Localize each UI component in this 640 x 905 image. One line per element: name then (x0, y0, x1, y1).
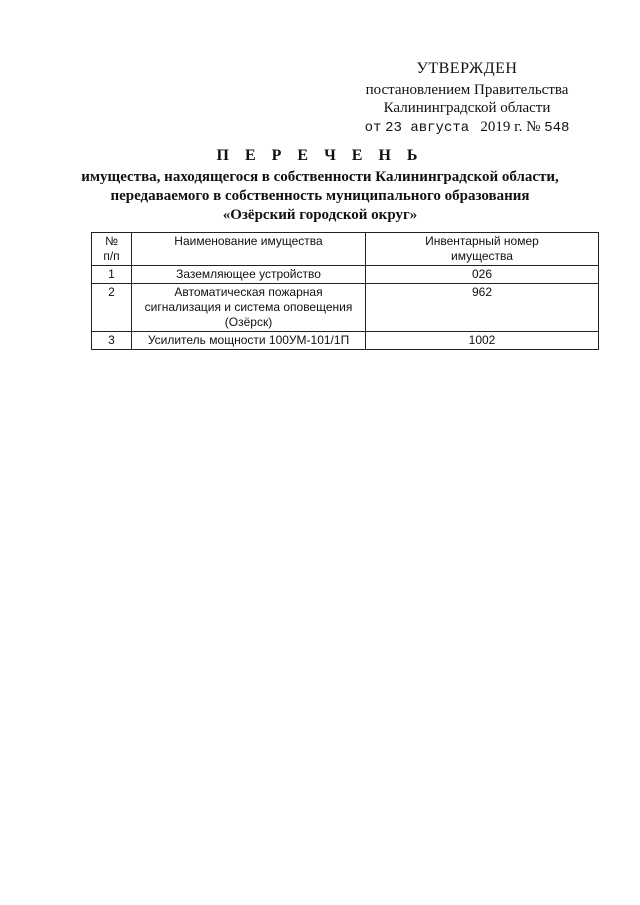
approval-line-1: постановлением Правительства (365, 82, 569, 98)
row-name: Автоматическая пожарная сигнализация и система оповещения (Озёрск) (132, 284, 366, 332)
approval-title: УТВЕРЖДЕН (416, 60, 518, 77)
header-name: Наименование имущества (132, 233, 366, 266)
row-name: Заземляющее устройство (132, 266, 366, 284)
row-name: Усилитель мощности 100УМ-101/1П (132, 332, 366, 350)
row-inventory: 1002 (366, 332, 599, 350)
date-day-month: 23 августа (385, 120, 470, 136)
date-year: 2019 г. № (480, 119, 541, 135)
row-inventory: 026 (366, 266, 599, 284)
document-subtitle-line-2: передаваемого в собственность муниципального образования (110, 188, 530, 204)
approval-date (352, 118, 582, 137)
document-subtitle-line-3: «Озёрский городской округ» (222, 207, 418, 223)
row-number: 2 (92, 284, 132, 332)
table-row (92, 266, 599, 284)
row-inventory: 962 (366, 284, 599, 332)
header-number (92, 233, 132, 266)
table-header-row (92, 233, 599, 266)
header-inventory-line-1: Инвентарный номер (425, 234, 539, 248)
table-row (92, 332, 599, 350)
approval-block (352, 60, 582, 137)
header-number-line-1: № (105, 234, 118, 248)
row-number: 3 (92, 332, 132, 350)
header-number-line-2: п/п (103, 249, 120, 263)
decree-number: 548 (544, 120, 570, 136)
approval-line-2: Калининградской области (383, 100, 551, 116)
document-heading: П Е Р Е Ч Е Н Ь (216, 147, 424, 164)
document-title (0, 147, 640, 225)
header-inventory (366, 233, 599, 266)
header-inventory-line-2: имущества (451, 249, 513, 263)
document-subtitle-line-1: имущества, находящегося в собственности Калининградской области, (81, 169, 559, 185)
date-prefix: от (364, 120, 382, 136)
table-row (92, 284, 599, 332)
property-table (91, 232, 599, 350)
row-number: 1 (92, 266, 132, 284)
